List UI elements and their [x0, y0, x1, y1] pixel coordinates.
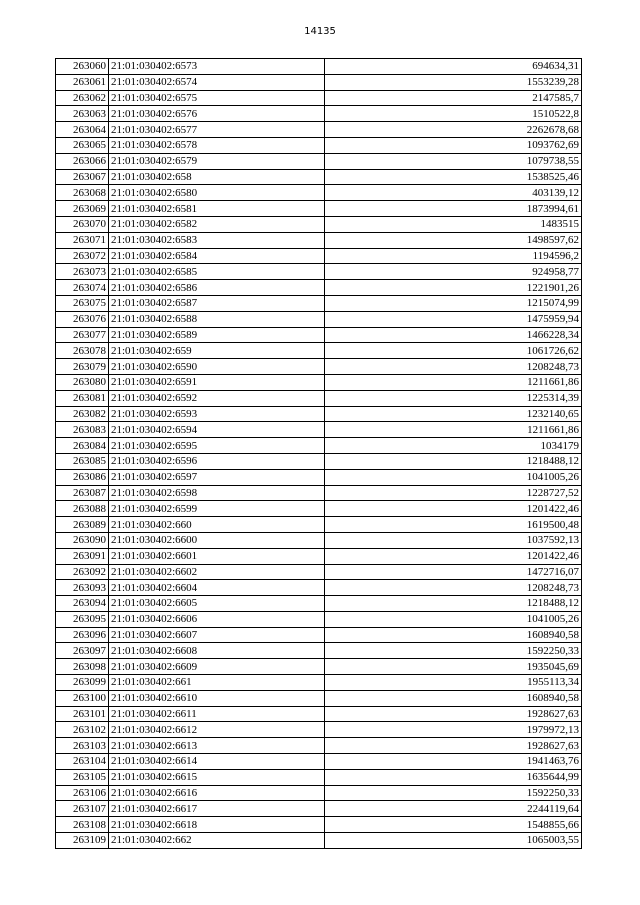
row-number-cell: 263077 — [56, 327, 109, 343]
row-number-cell: 263102 — [56, 722, 109, 738]
value-cell: 1037592,13 — [325, 532, 582, 548]
value-cell: 1608940,58 — [325, 690, 582, 706]
table-row — [56, 248, 582, 264]
value-cell: 1498597,62 — [325, 232, 582, 248]
row-number-cell: 263109 — [56, 833, 109, 849]
row-number-cell: 263108 — [56, 817, 109, 833]
cadastral-number-cell: 21:01:030402:6599 — [109, 501, 325, 517]
value-cell: 1592250,33 — [325, 643, 582, 659]
row-number-cell: 263067 — [56, 169, 109, 185]
row-number-cell: 263086 — [56, 469, 109, 485]
value-cell: 1935045,69 — [325, 659, 582, 675]
row-number-cell: 263075 — [56, 295, 109, 311]
value-cell: 1065003,55 — [325, 833, 582, 849]
table-row — [56, 738, 582, 754]
row-number-cell: 263061 — [56, 74, 109, 90]
value-cell: 1218488,12 — [325, 596, 582, 612]
table-row — [56, 722, 582, 738]
cadastral-number-cell: 21:01:030402:6588 — [109, 311, 325, 327]
row-number-cell: 263085 — [56, 453, 109, 469]
value-cell: 1208248,73 — [325, 580, 582, 596]
table-row — [56, 232, 582, 248]
value-cell: 1466228,34 — [325, 327, 582, 343]
value-cell: 2262678,68 — [325, 122, 582, 138]
value-cell: 1034179 — [325, 438, 582, 454]
value-cell: 1061726,62 — [325, 343, 582, 359]
row-number-cell: 263107 — [56, 801, 109, 817]
value-cell: 1211661,86 — [325, 422, 582, 438]
cadastral-number-cell: 21:01:030402:6600 — [109, 532, 325, 548]
row-number-cell: 263078 — [56, 343, 109, 359]
cadastral-number-cell: 21:01:030402:6618 — [109, 817, 325, 833]
cadastral-number-cell: 21:01:030402:6589 — [109, 327, 325, 343]
row-number-cell: 263083 — [56, 422, 109, 438]
cadastral-number-cell: 21:01:030402:6616 — [109, 785, 325, 801]
cadastral-number-cell: 21:01:030402:661 — [109, 675, 325, 691]
table-row — [56, 675, 582, 691]
table-row — [56, 295, 582, 311]
cadastral-number-cell: 21:01:030402:6595 — [109, 438, 325, 454]
table-row — [56, 137, 582, 153]
table-row — [56, 327, 582, 343]
value-cell: 1079738,55 — [325, 153, 582, 169]
table-row — [56, 754, 582, 770]
value-cell: 1201422,46 — [325, 501, 582, 517]
page-number: 14135 — [304, 26, 336, 37]
value-cell: 1218488,12 — [325, 453, 582, 469]
row-number-cell: 263084 — [56, 438, 109, 454]
cadastral-number-cell: 21:01:030402:660 — [109, 517, 325, 533]
table-row — [56, 580, 582, 596]
table-row — [56, 532, 582, 548]
row-number-cell: 263096 — [56, 627, 109, 643]
cadastral-number-cell: 21:01:030402:6606 — [109, 611, 325, 627]
value-cell: 1608940,58 — [325, 627, 582, 643]
value-cell: 1873994,61 — [325, 201, 582, 217]
cadastral-number-cell: 21:01:030402:6581 — [109, 201, 325, 217]
table-row — [56, 280, 582, 296]
row-number-cell: 263091 — [56, 548, 109, 564]
table-row — [56, 501, 582, 517]
cadastral-number-cell: 21:01:030402:6594 — [109, 422, 325, 438]
cadastral-number-cell: 21:01:030402:6611 — [109, 706, 325, 722]
cadastral-number-cell: 21:01:030402:6592 — [109, 390, 325, 406]
value-cell: 1208248,73 — [325, 359, 582, 375]
value-cell: 694634,31 — [325, 59, 582, 75]
table-row — [56, 343, 582, 359]
cadastral-number-cell: 21:01:030402:6608 — [109, 643, 325, 659]
table-row — [56, 548, 582, 564]
cadastral-number-cell: 21:01:030402:6612 — [109, 722, 325, 738]
table-row — [56, 643, 582, 659]
row-number-cell: 263105 — [56, 769, 109, 785]
value-cell: 1592250,33 — [325, 785, 582, 801]
cadastral-number-cell: 21:01:030402:6598 — [109, 485, 325, 501]
cadastral-number-cell: 21:01:030402:6607 — [109, 627, 325, 643]
cadastral-number-cell: 21:01:030402:6580 — [109, 185, 325, 201]
table-row — [56, 706, 582, 722]
row-number-cell: 263090 — [56, 532, 109, 548]
value-cell: 2244119,64 — [325, 801, 582, 817]
table-row — [56, 216, 582, 232]
cadastral-number-cell: 21:01:030402:6601 — [109, 548, 325, 564]
row-number-cell: 263069 — [56, 201, 109, 217]
cadastral-number-cell: 21:01:030402:6585 — [109, 264, 325, 280]
row-number-cell: 263094 — [56, 596, 109, 612]
value-cell: 1194596,2 — [325, 248, 582, 264]
row-number-cell: 263095 — [56, 611, 109, 627]
table-row — [56, 438, 582, 454]
table-row — [56, 359, 582, 375]
row-number-cell: 263060 — [56, 59, 109, 75]
value-cell: 1228727,52 — [325, 485, 582, 501]
row-number-cell: 263070 — [56, 216, 109, 232]
value-cell: 1232140,65 — [325, 406, 582, 422]
cadastral-number-cell: 21:01:030402:6613 — [109, 738, 325, 754]
table-row — [56, 74, 582, 90]
table-body — [56, 59, 582, 849]
row-number-cell: 263082 — [56, 406, 109, 422]
cadastral-number-cell: 21:01:030402:6610 — [109, 690, 325, 706]
cadastral-number-cell: 21:01:030402:6573 — [109, 59, 325, 75]
value-cell: 1619500,48 — [325, 517, 582, 533]
value-cell: 1955113,34 — [325, 675, 582, 691]
row-number-cell: 263088 — [56, 501, 109, 517]
cadastral-number-cell: 21:01:030402:6591 — [109, 374, 325, 390]
table-row — [56, 59, 582, 75]
value-cell: 403139,12 — [325, 185, 582, 201]
cadastral-number-cell: 21:01:030402:6578 — [109, 137, 325, 153]
cadastral-number-cell: 21:01:030402:6615 — [109, 769, 325, 785]
value-cell: 1215074,99 — [325, 295, 582, 311]
value-cell: 1538525,46 — [325, 169, 582, 185]
cadastral-number-cell: 21:01:030402:6609 — [109, 659, 325, 675]
row-number-cell: 263073 — [56, 264, 109, 280]
value-cell: 1928627,63 — [325, 706, 582, 722]
value-cell: 924958,77 — [325, 264, 582, 280]
row-number-cell: 263089 — [56, 517, 109, 533]
table-row — [56, 311, 582, 327]
row-number-cell: 263104 — [56, 754, 109, 770]
table-row — [56, 769, 582, 785]
cadastral-number-cell: 21:01:030402:6576 — [109, 106, 325, 122]
cadastral-number-cell: 21:01:030402:659 — [109, 343, 325, 359]
row-number-cell: 263063 — [56, 106, 109, 122]
table-row — [56, 690, 582, 706]
table-row — [56, 469, 582, 485]
table-row — [56, 611, 582, 627]
data-table — [55, 58, 582, 849]
row-number-cell: 263099 — [56, 675, 109, 691]
table-row — [56, 201, 582, 217]
row-number-cell: 263081 — [56, 390, 109, 406]
value-cell: 1221901,26 — [325, 280, 582, 296]
cadastral-number-cell: 21:01:030402:6587 — [109, 295, 325, 311]
value-cell: 1201422,46 — [325, 548, 582, 564]
cadastral-number-cell: 21:01:030402:6575 — [109, 90, 325, 106]
row-number-cell: 263106 — [56, 785, 109, 801]
cadastral-number-cell: 21:01:030402:6582 — [109, 216, 325, 232]
cadastral-number-cell: 21:01:030402:6614 — [109, 754, 325, 770]
value-cell: 1093762,69 — [325, 137, 582, 153]
table-row — [56, 374, 582, 390]
table-row — [56, 485, 582, 501]
value-cell: 1941463,76 — [325, 754, 582, 770]
cadastral-number-cell: 21:01:030402:6605 — [109, 596, 325, 612]
row-number-cell: 263087 — [56, 485, 109, 501]
cadastral-number-cell: 21:01:030402:6579 — [109, 153, 325, 169]
row-number-cell: 263080 — [56, 374, 109, 390]
row-number-cell: 263098 — [56, 659, 109, 675]
cadastral-number-cell: 21:01:030402:6604 — [109, 580, 325, 596]
table-row — [56, 785, 582, 801]
row-number-cell: 263079 — [56, 359, 109, 375]
cadastral-number-cell: 21:01:030402:6574 — [109, 74, 325, 90]
value-cell: 1041005,26 — [325, 611, 582, 627]
table-row — [56, 422, 582, 438]
table-row — [56, 453, 582, 469]
table-row — [56, 406, 582, 422]
value-cell: 1553239,28 — [325, 74, 582, 90]
table-row — [56, 153, 582, 169]
table-row — [56, 517, 582, 533]
row-number-cell: 263066 — [56, 153, 109, 169]
value-cell: 1483515 — [325, 216, 582, 232]
value-cell: 1472716,07 — [325, 564, 582, 580]
row-number-cell: 263097 — [56, 643, 109, 659]
cadastral-number-cell: 21:01:030402:6577 — [109, 122, 325, 138]
value-cell: 1979972,13 — [325, 722, 582, 738]
table-row — [56, 106, 582, 122]
cadastral-number-cell: 21:01:030402:6586 — [109, 280, 325, 296]
row-number-cell: 263076 — [56, 311, 109, 327]
row-number-cell: 263093 — [56, 580, 109, 596]
value-cell: 1211661,86 — [325, 374, 582, 390]
table-row — [56, 564, 582, 580]
cadastral-number-cell: 21:01:030402:6590 — [109, 359, 325, 375]
cadastral-number-cell: 21:01:030402:6584 — [109, 248, 325, 264]
table-row — [56, 801, 582, 817]
cadastral-number-cell: 21:01:030402:6593 — [109, 406, 325, 422]
row-number-cell: 263100 — [56, 690, 109, 706]
value-cell: 1548855,66 — [325, 817, 582, 833]
row-number-cell: 263074 — [56, 280, 109, 296]
table-row — [56, 122, 582, 138]
row-number-cell: 263062 — [56, 90, 109, 106]
value-cell: 1475959,94 — [325, 311, 582, 327]
value-cell: 2147585,7 — [325, 90, 582, 106]
row-number-cell: 263092 — [56, 564, 109, 580]
table-row — [56, 185, 582, 201]
table-row — [56, 169, 582, 185]
cadastral-number-cell: 21:01:030402:6617 — [109, 801, 325, 817]
value-cell: 1225314,39 — [325, 390, 582, 406]
value-cell: 1635644,99 — [325, 769, 582, 785]
value-cell: 1510522,8 — [325, 106, 582, 122]
value-cell: 1041005,26 — [325, 469, 582, 485]
row-number-cell: 263065 — [56, 137, 109, 153]
cadastral-number-cell: 21:01:030402:6597 — [109, 469, 325, 485]
table-row — [56, 627, 582, 643]
cadastral-number-cell: 21:01:030402:662 — [109, 833, 325, 849]
cadastral-number-cell: 21:01:030402:6596 — [109, 453, 325, 469]
cadastral-number-cell: 21:01:030402:6583 — [109, 232, 325, 248]
cadastral-number-cell: 21:01:030402:6602 — [109, 564, 325, 580]
row-number-cell: 263101 — [56, 706, 109, 722]
table-row — [56, 596, 582, 612]
row-number-cell: 263103 — [56, 738, 109, 754]
row-number-cell: 263068 — [56, 185, 109, 201]
table-row — [56, 390, 582, 406]
table-row — [56, 90, 582, 106]
cadastral-number-cell: 21:01:030402:658 — [109, 169, 325, 185]
row-number-cell: 263064 — [56, 122, 109, 138]
table-row — [56, 659, 582, 675]
table-row — [56, 817, 582, 833]
row-number-cell: 263072 — [56, 248, 109, 264]
table-row — [56, 833, 582, 849]
row-number-cell: 263071 — [56, 232, 109, 248]
table-row — [56, 264, 582, 280]
value-cell: 1928627,63 — [325, 738, 582, 754]
